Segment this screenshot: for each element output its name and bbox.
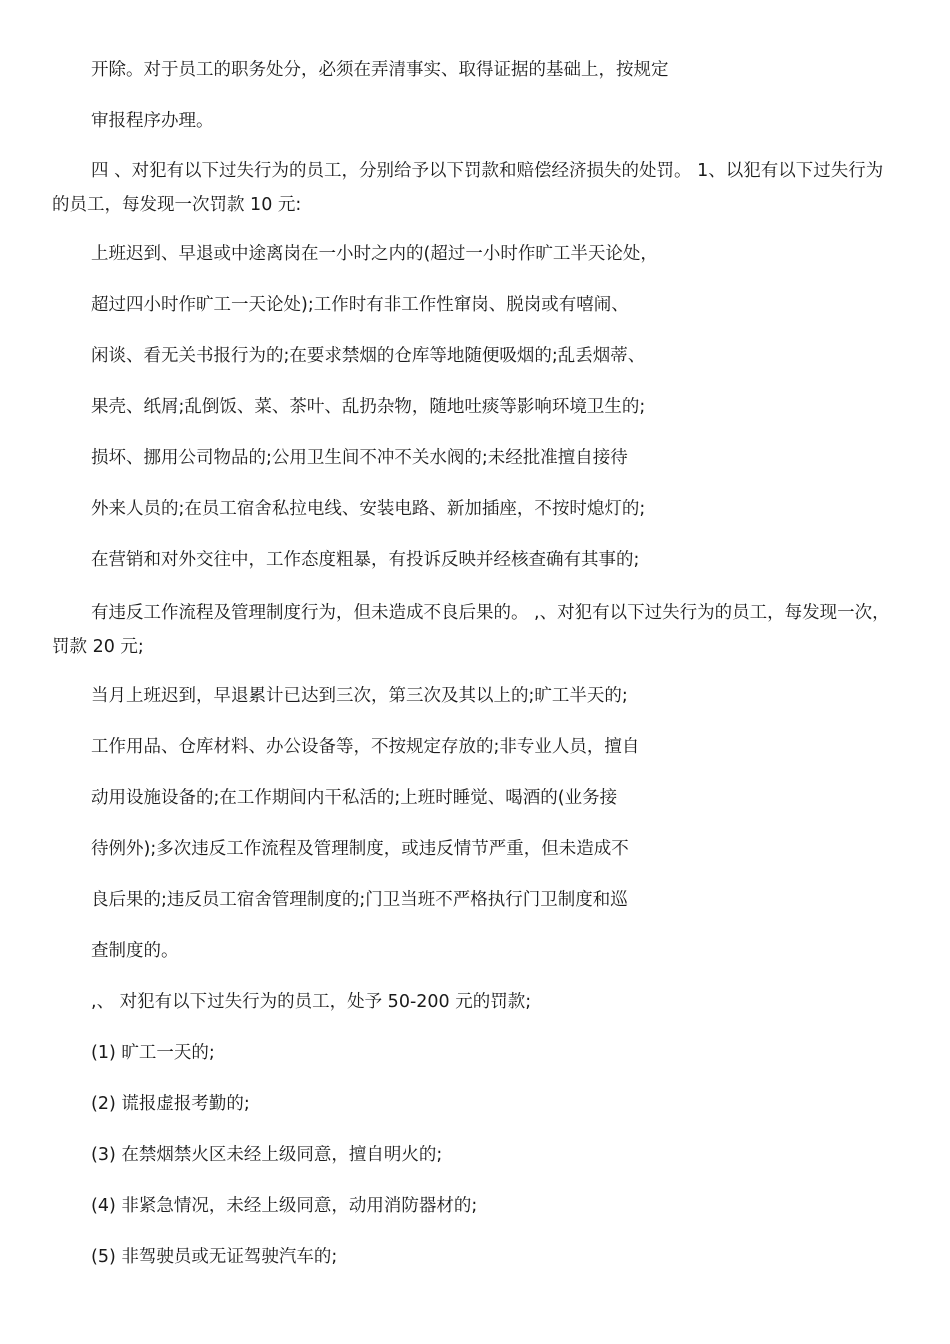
paragraph-section-four: 四 、对犯有以下过失行为的员工，分别给予以下罚款和赔偿经济损失的处罚。 1、以犯有以下过失行为的员工，每发现一次罚款 10 元: <box>52 161 884 215</box>
paragraph-fine-20: 有违反工作流程及管理制度行为，但未造成不良后果的。 ,、对犯有以下过失行为的员工，每发现一次，罚款 20 元; <box>52 603 890 657</box>
text-line-6: 闲谈、看无关书报行为的;在要求禁烟的仓库等地随便吸烟的;乱丢烟蒂、 <box>91 346 646 366</box>
text-line-18: ,、 对犯有以下过失行为的员工，处予 50-200 元的罚款; <box>91 992 532 1012</box>
text-line-1: 开除。对于员工的职务处分，必须在弄清事实、取得证据的基础上，按规定 <box>91 60 669 80</box>
text-line-10: 在营销和对外交往中，工作态度粗暴，有投诉反映并经核查确有其事的; <box>91 550 640 570</box>
text-line-12: 当月上班迟到，早退累计已达到三次，第三次及其以上的;旷工半天的; <box>91 686 628 706</box>
text-line-2: 审报程序办理。 <box>91 111 214 131</box>
text-line-7: 果壳、纸屑;乱倒饭、菜、茶叶、乱扔杂物，随地吐痰等影响环境卫生的; <box>91 397 646 417</box>
list-item-1: (1) 旷工一天的; <box>91 1043 215 1063</box>
list-item-5: (5) 非驾驶员或无证驾驶汽车的; <box>91 1247 338 1267</box>
text-line-4: 上班迟到、早退或中途离岗在一小时之内的(超过一小时作旷工半天论处， <box>91 244 658 264</box>
text-line-14: 动用设施设备的;在工作期间内干私活的;上班时睡觉、喝酒的(业务接 <box>91 788 618 808</box>
text-line-15: 待例外);多次违反工作流程及管理制度，或违反情节严重，但未造成不 <box>91 839 629 859</box>
list-item-3: (3) 在禁烟禁火区未经上级同意，擅自明火的; <box>91 1145 443 1165</box>
text-line-9: 外来人员的;在员工宿舍私拉电线、安装电路、新加插座，不按时熄灯的; <box>91 499 646 519</box>
text-line-13: 工作用品、仓库材料、办公设备等，不按规定存放的;非专业人员，擅自 <box>91 737 640 757</box>
text-line-17: 查制度的。 <box>91 941 179 961</box>
text-line-8: 损坏、挪用公司物品的;公用卫生间不冲不关水阀的;未经批准擅自接待 <box>91 448 628 468</box>
list-item-2: (2) 谎报虚报考勤的; <box>91 1094 250 1114</box>
text-line-16: 良后果的;违反员工宿舍管理制度的;门卫当班不严格执行门卫制度和巡 <box>91 890 628 910</box>
text-line-5: 超过四小时作旷工一天论处);工作时有非工作性窜岗、脱岗或有嘻闹、 <box>91 295 629 315</box>
list-item-4: (4) 非紧急情况，未经上级同意，动用消防器材的; <box>91 1196 478 1216</box>
